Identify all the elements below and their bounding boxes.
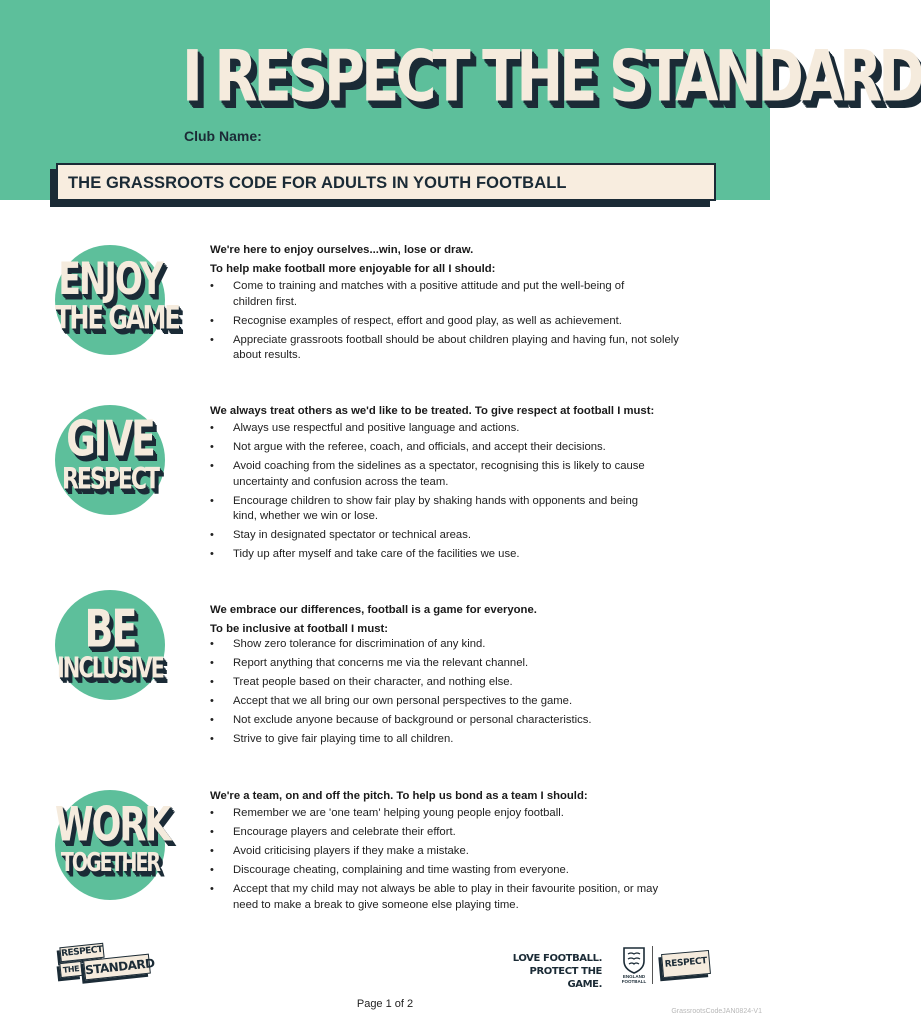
page-number: Page 1 of 2 [356,998,414,1010]
code-title-banner [56,163,716,201]
bullet-list [210,637,750,748]
section-intro: We're a team, on and off the pitch. To help us bond as a team I should: [210,790,588,802]
crest-label: ENGLAND FOOTBALL [621,974,647,984]
footer-tagline [508,952,602,991]
badge-line1: BE [84,599,136,659]
bullet-list [210,421,750,563]
tagline-line2: PROTECT THE GAME. [529,966,602,990]
england-football-crest-icon [620,945,648,985]
section-intro: To help make football more enjoyable for all I should: [210,263,496,275]
list-item: • Always use respectful and positive language and actions. [210,421,750,437]
list-item: • Avoid criticising players if they make a mistake. [210,844,750,860]
badge-line2: RESPECT [61,463,159,497]
list-item: • Encourage players and celebrate their effort. [210,825,750,841]
list-item: • Stay in designated spectator or technical areas. [210,528,750,544]
list-item: • Remember we are 'one team' helping young people enjoy football. [210,806,750,822]
list-item: • Appreciate grassroots football should be about children playing and having fun, not solely about results. [210,333,693,364]
respect-the-standard-logo [56,945,154,987]
list-item: • Accept that we all bring our own personal perspectives to the game. [210,694,750,710]
section-intro: To be inclusive at football I must: [210,623,389,635]
list-item: • Not exclude anyone because of background or personal characteristics. [210,713,750,729]
page-title: I RESPECT THE STANDARD [182,36,921,118]
list-item: • Strive to give fair playing time to all children. [210,732,750,748]
club-name-label: Club Name: [184,128,262,144]
list-item: • Avoid coaching from the sidelines as a spectator, recognising this is likely to cause uncertainty and confusion across the team. [210,459,653,490]
section-intro: We're here to enjoy ourselves...win, lose or draw. [210,244,474,256]
be-inclusive-badge [55,590,165,700]
badge-line2: INCLUSIVE [56,652,164,685]
list-item: • Recognise examples of respect, effort and good play, as well as achievement. [210,314,750,330]
section-be-inclusive [210,601,750,751]
badge-line2: TOGETHER [60,848,160,878]
section-intro: We embrace our differences, football is a game for everyone. [210,604,537,616]
list-item: • Come to training and matches with a positive attitude and put the well-being of children first. [210,279,633,310]
logo-the: THE [59,961,82,978]
section-give-respect [210,402,750,566]
tagline-line1: LOVE FOOTBALL. [512,953,602,964]
list-item: • Encourage children to show fair play by shaking hands with opponents and being kind, whether we win or lose. [210,494,663,525]
code-title: THE GRASSROOTS CODE FOR ADULTS IN YOUTH FOOTBALL [68,174,567,192]
badge-line1: ENJOY [58,252,162,305]
list-item: • Show zero tolerance for discrimination of any kind. [210,637,750,653]
document-code: GrassrootsCodeJAN0824-V1 [671,1008,762,1015]
work-together-badge [55,790,170,900]
list-item: • Discourage cheating, complaining and time wasting from everyone. [210,863,750,879]
list-item: • Accept that my child may not always be able to play in their favourite position, or may need to make a break to give someone else playing time. [210,882,683,913]
list-item: • Treat people based on their character, and nothing else. [210,675,750,691]
badge-line1: WORK [55,798,170,853]
badge-line1: GIVE [66,412,154,468]
section-intro: We always treat others as we'd like to be treated. To give respect at football I must: [210,405,655,417]
list-item: • Not argue with the referee, coach, and officials, and accept their decisions. [210,440,750,456]
list-item: • Tidy up after myself and take care of the facilities we use. [210,547,750,563]
list-item: • Report anything that concerns me via the relevant channel. [210,656,750,672]
logo-respect: RESPECT [59,943,104,963]
give-respect-badge [55,405,165,515]
enjoy-the-game-badge [55,245,179,355]
logo-standard: STANDARD [83,954,151,981]
respect-mark: RESPECT [661,950,711,978]
badge-line2: THE GAME [55,299,179,337]
bullet-list [210,806,750,913]
bullet-list [210,279,750,364]
footer-divider [652,946,653,984]
section-enjoy-the-game [210,241,750,367]
section-work-together [210,787,750,917]
